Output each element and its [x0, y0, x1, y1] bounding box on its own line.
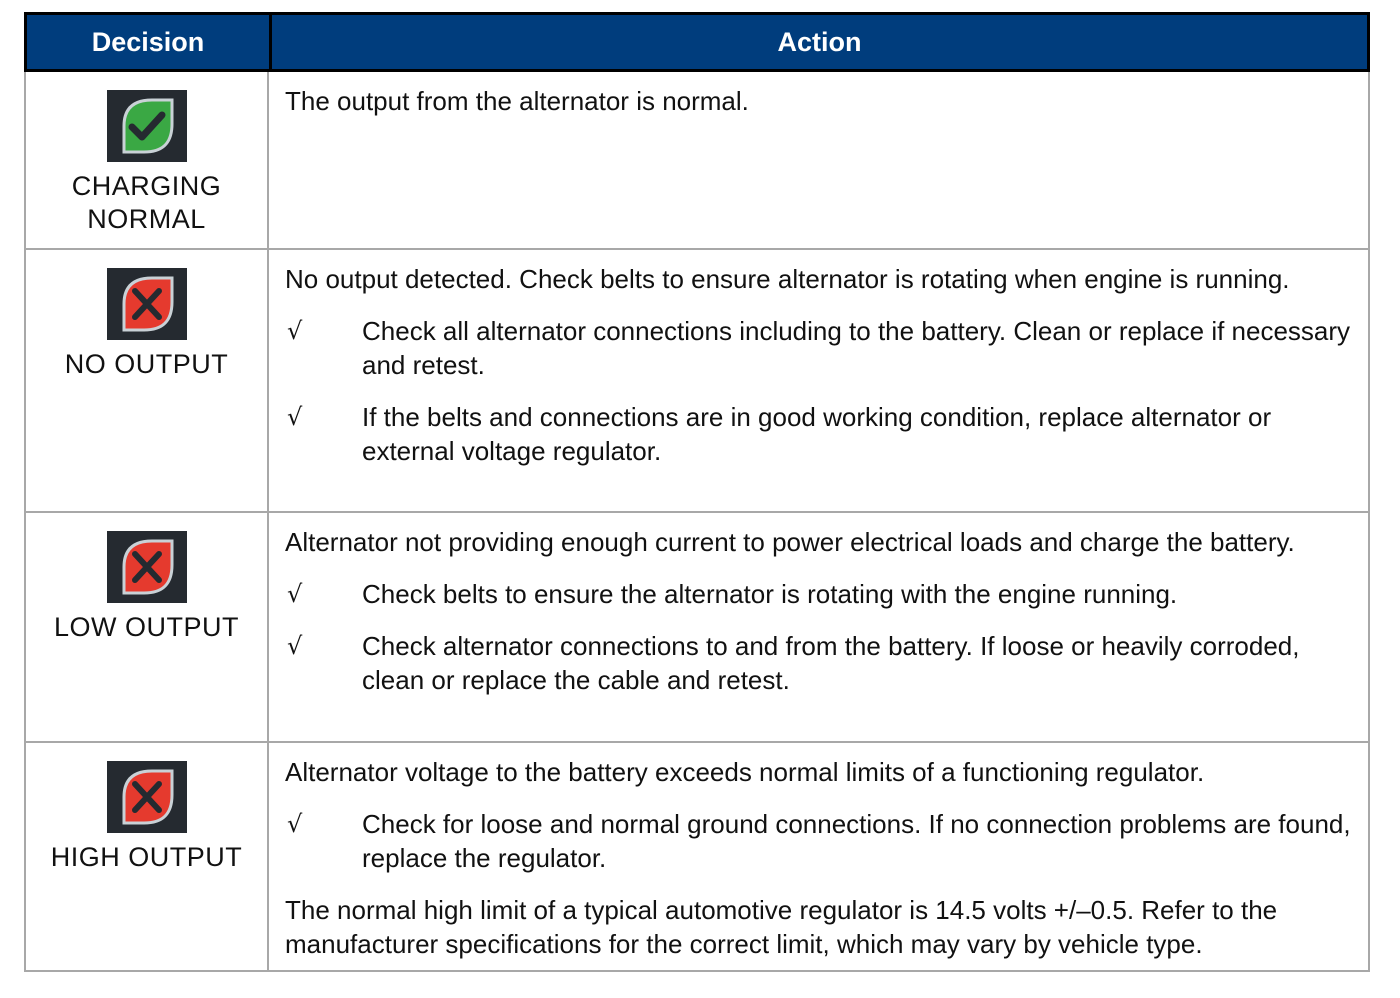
decision-label — [72, 170, 222, 236]
action-intro: The output from the alternator is normal. — [285, 86, 749, 116]
table-header — [24, 12, 1370, 72]
table-row — [24, 72, 1370, 250]
checkmark-bullet-icon: √ — [287, 403, 303, 431]
label-line: NORMAL — [87, 204, 206, 234]
decision-label: LOW OUTPUT — [54, 612, 239, 642]
checkmark-bullet-icon: √ — [287, 317, 303, 345]
action-bullet — [285, 629, 1352, 697]
table-row — [24, 250, 1370, 513]
x-icon — [107, 268, 187, 340]
action-bullet — [285, 400, 1352, 468]
decision-label: NO OUTPUT — [64, 349, 229, 379]
action-note: The normal high limit of a typical automotive regulator is 14.5 volts +/–0.5. Refer to the manufacturer specifications for the correct limit, which may vary by vehicle type. — [285, 895, 1278, 959]
decision-label: HIGH OUTPUT — [50, 842, 243, 872]
bullet-text: If the belts and connections are in good working condition, replace alternator or external voltage regulator. — [362, 402, 1272, 466]
action-bullet — [285, 577, 1352, 611]
table-row — [24, 513, 1370, 743]
decision-cell — [26, 743, 269, 970]
action-bullet — [285, 314, 1352, 382]
action-bullet — [285, 807, 1352, 875]
action-intro: No output detected. Check belts to ensure alternator is rotating when engine is running. — [285, 264, 1290, 294]
x-icon — [107, 531, 187, 603]
action-cell — [269, 743, 1368, 970]
table-row — [24, 743, 1370, 972]
check-icon — [107, 90, 187, 162]
checkmark-bullet-icon: √ — [287, 580, 303, 608]
bullet-text: Check for loose and normal ground connections. If no connection problems are found, replace the regulator. — [362, 809, 1351, 873]
action-cell — [269, 513, 1368, 741]
header-action: Action — [777, 26, 862, 57]
bullet-text: Check alternator connections to and from the battery. If loose or heavily corroded, clean or replace the cable and retest. — [362, 631, 1300, 695]
decision-cell — [26, 250, 269, 511]
header-decision: Decision — [27, 15, 272, 69]
decision-action-table — [24, 12, 1370, 972]
bullet-text: Check belts to ensure the alternator is rotating with the engine running. — [362, 579, 1178, 609]
action-cell — [269, 72, 1368, 248]
bullet-text: Check all alternator connections including to the battery. Clean or replace if necessary and retest. — [362, 316, 1351, 380]
x-icon — [107, 761, 187, 833]
action-cell — [269, 250, 1368, 511]
action-intro: Alternator not providing enough current to power electrical loads and charge the battery. — [285, 527, 1295, 557]
decision-cell — [26, 513, 269, 741]
action-intro: Alternator voltage to the battery exceeds normal limits of a functioning regulator. — [285, 757, 1205, 787]
checkmark-bullet-icon: √ — [287, 810, 303, 838]
label-line: CHARGING — [71, 171, 222, 201]
decision-cell — [26, 72, 269, 248]
checkmark-bullet-icon: √ — [287, 632, 303, 660]
